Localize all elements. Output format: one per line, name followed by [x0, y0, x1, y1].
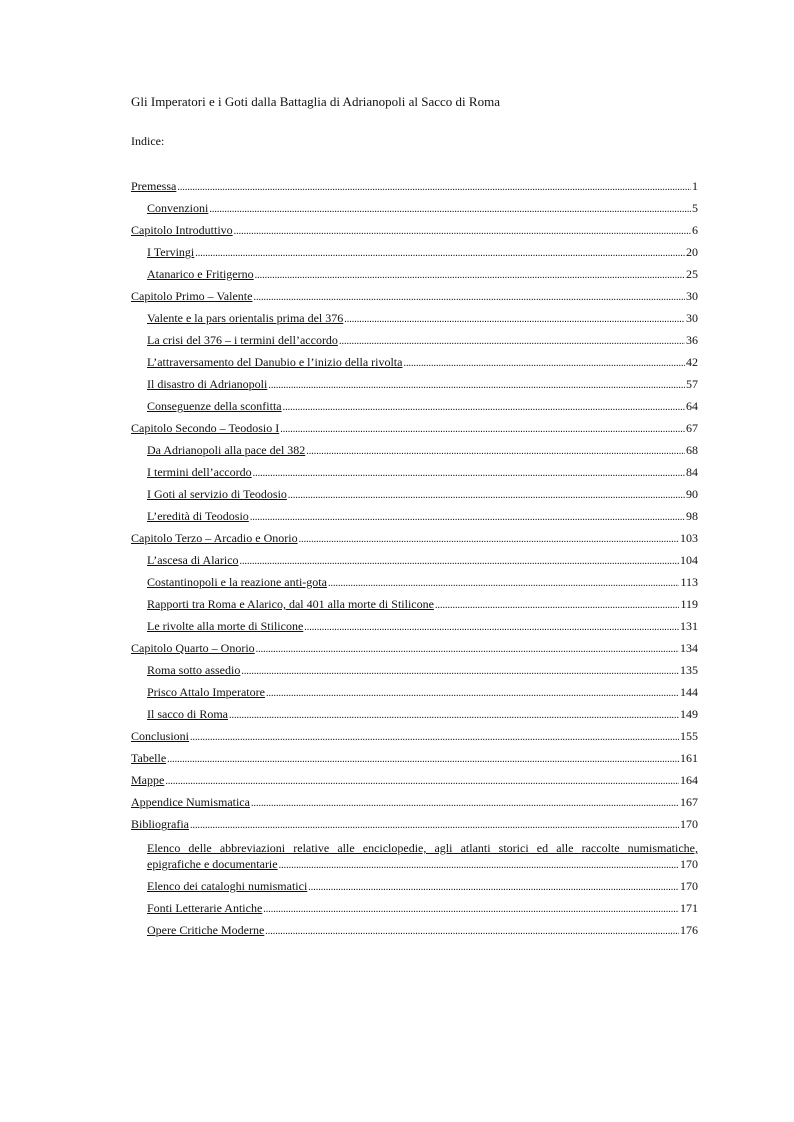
toc-dot-leader [306, 444, 685, 460]
toc-entry[interactable] [131, 178, 698, 200]
toc-page-number: 68 [686, 443, 698, 457]
toc-page-number: 30 [686, 289, 698, 303]
toc-entry[interactable] [131, 222, 698, 244]
toc-dot-leader [190, 730, 679, 746]
toc-page-number: 149 [680, 707, 698, 721]
toc-entry[interactable] [131, 486, 698, 508]
toc-dot-leader [167, 752, 679, 768]
toc-page-number: 170 [680, 817, 698, 831]
toc-entry[interactable] [131, 530, 698, 552]
toc-page-number: 155 [680, 729, 698, 743]
toc-entry-title[interactable]: Da Adrianopoli alla pace del 382 [147, 443, 306, 457]
toc-entry-title[interactable]: Capitolo Primo – Valente [131, 289, 253, 303]
table-of-contents [131, 178, 698, 944]
toc-entry[interactable] [131, 750, 698, 772]
toc-dot-leader [339, 334, 685, 350]
toc-page-number: 5 [692, 201, 698, 215]
toc-entry[interactable] [131, 288, 698, 310]
toc-entry-title[interactable]: Capitolo Introduttivo [131, 223, 233, 237]
toc-dot-leader [209, 202, 691, 218]
toc-page-number: 6 [692, 223, 698, 237]
toc-dot-leader [177, 180, 691, 196]
toc-entry[interactable] [131, 310, 698, 332]
toc-dot-leader [283, 400, 685, 416]
toc-entry-title[interactable]: Convenzioni [147, 201, 209, 215]
toc-entry[interactable] [131, 706, 698, 728]
toc-dot-leader [253, 466, 685, 482]
toc-page-number: 25 [686, 267, 698, 281]
toc-entry[interactable] [131, 662, 698, 684]
index-heading: Indice: [131, 134, 165, 148]
toc-dot-leader [328, 576, 679, 592]
toc-entry[interactable] [131, 728, 698, 750]
toc-entry-title[interactable]: Mappe [131, 773, 165, 787]
toc-entry[interactable] [131, 398, 698, 420]
toc-entry[interactable] [131, 552, 698, 574]
toc-page-number: 36 [686, 333, 698, 347]
toc-entry-title[interactable]: Capitolo Terzo – Arcadio e Onorio [131, 531, 298, 545]
toc-entry-title[interactable]: Roma sotto assedio [147, 663, 241, 677]
toc-entry[interactable] [131, 878, 698, 900]
toc-page-number: 134 [680, 641, 698, 655]
toc-entry-title[interactable]: Il disastro di Adrianopoli [147, 377, 268, 391]
toc-entry-title[interactable]: Capitolo Quarto – Onorio [131, 641, 255, 655]
toc-entry[interactable] [131, 376, 698, 398]
toc-dot-leader [266, 686, 679, 702]
toc-entry[interactable] [131, 420, 698, 442]
toc-entry[interactable] [131, 574, 698, 596]
toc-dot-leader [250, 510, 685, 526]
toc-entry-title[interactable]: I Tervingi [147, 245, 195, 259]
toc-entry-title[interactable]: Valente e la pars orientalis prima del 376 [147, 311, 344, 325]
toc-dot-leader [253, 290, 685, 306]
toc-dot-leader [279, 858, 679, 874]
toc-dot-leader [403, 356, 685, 372]
toc-dot-leader [304, 620, 679, 636]
toc-dot-leader [256, 642, 679, 658]
toc-entry-title[interactable]: Opere Critiche Moderne [147, 923, 265, 937]
toc-entry[interactable] [131, 640, 698, 662]
toc-page-number: 104 [680, 553, 698, 567]
toc-dot-leader [240, 554, 679, 570]
toc-page-number: 164 [680, 773, 698, 787]
toc-page-number: 171 [680, 901, 698, 915]
toc-dot-leader [268, 378, 685, 394]
toc-entry[interactable] [131, 922, 698, 944]
toc-entry-title[interactable]: Atanarico e Fritigerno [147, 267, 254, 281]
toc-entry-multiline-block [147, 840, 698, 874]
toc-page-number: 90 [686, 487, 698, 501]
toc-entry-title[interactable]: Conseguenze della sconfitta [147, 399, 282, 413]
toc-entry[interactable] [131, 772, 698, 794]
toc-page-number: 67 [686, 421, 698, 435]
toc-entry[interactable] [131, 596, 698, 618]
toc-entry[interactable] [131, 442, 698, 464]
toc-entry-line2-row [147, 856, 698, 874]
toc-page-number: 103 [680, 531, 698, 545]
toc-dot-leader [280, 422, 685, 438]
toc-entry-title[interactable]: Rapporti tra Roma e Alarico, dal 401 alla morte di Stilicone [147, 597, 434, 611]
toc-page-number: 161 [680, 751, 698, 765]
toc-entry-multiline[interactable] [131, 838, 698, 878]
toc-entry[interactable] [131, 266, 698, 288]
toc-dot-leader [195, 246, 685, 262]
toc-page-number: 131 [680, 619, 698, 633]
toc-entry-title[interactable]: Le rivolte alla morte di Stilicone [147, 619, 304, 633]
toc-dot-leader [263, 902, 679, 918]
toc-entry[interactable] [131, 794, 698, 816]
toc-entry[interactable] [131, 816, 698, 838]
toc-page-number: 30 [686, 311, 698, 325]
toc-page-number: 167 [680, 795, 698, 809]
toc-entry-title[interactable]: Il sacco di Roma [147, 707, 228, 721]
toc-entry[interactable] [131, 464, 698, 486]
toc-page-number: 57 [686, 377, 698, 391]
toc-entry[interactable] [131, 618, 698, 640]
toc-dot-leader [299, 532, 679, 548]
toc-page-number: 1 [692, 179, 698, 193]
toc-page-number: 64 [686, 399, 698, 413]
toc-dot-leader [229, 708, 679, 724]
toc-page-number: 170 [680, 857, 698, 871]
toc-entry[interactable] [131, 684, 698, 706]
toc-entry-title[interactable]: L’attraversamento del Danubio e l’inizio della rivolta [147, 355, 403, 369]
toc-entry-title[interactable]: Tabelle [131, 751, 167, 765]
toc-page-number: 20 [686, 245, 698, 259]
toc-page-number: 144 [680, 685, 698, 699]
toc-entry[interactable] [131, 244, 698, 266]
toc-entry-title[interactable]: Capitolo Secondo – Teodosio I [131, 421, 280, 435]
toc-entry[interactable] [131, 332, 698, 354]
toc-page-number: 98 [686, 509, 698, 523]
toc-entry-title[interactable]: La crisi del 376 – i termini dell’accordo [147, 333, 338, 347]
toc-page-number: 84 [686, 465, 698, 479]
toc-entry-title-line1[interactable]: Elenco delle abbreviazioni relative alle enciclopedie, agli atlanti storici ed alle raccolte numismatiche, [147, 841, 698, 855]
toc-entry-title[interactable]: Premessa [131, 179, 177, 193]
toc-dot-leader [241, 664, 679, 680]
toc-dot-leader [255, 268, 685, 284]
toc-entry-title[interactable]: Appendice Numismatica [131, 795, 250, 809]
toc-entry-title[interactable]: Bibliografia [131, 817, 189, 831]
toc-dot-leader [165, 774, 679, 790]
toc-dot-leader [234, 224, 691, 240]
toc-entry[interactable] [131, 508, 698, 530]
toc-entry[interactable] [131, 900, 698, 922]
toc-page-number: 176 [680, 923, 698, 937]
toc-entry-title[interactable]: I termini dell’accordo [147, 465, 252, 479]
toc-entry-title[interactable]: I Goti al servizio di Teodosio [147, 487, 287, 501]
toc-dot-leader [190, 818, 679, 834]
toc-dot-leader [251, 796, 679, 812]
toc-dot-leader [308, 880, 679, 896]
toc-entry-title[interactable]: Elenco dei cataloghi numismatici [147, 879, 308, 893]
toc-entry-title[interactable]: Fonti Letterarie Antiche [147, 901, 263, 915]
toc-dot-leader [344, 312, 685, 328]
toc-entry-title[interactable]: Costantinopoli e la reazione anti-gota [147, 575, 327, 589]
toc-entry-title[interactable]: L’eredità di Teodosio [147, 509, 249, 523]
toc-entry[interactable] [131, 354, 698, 376]
toc-page-number: 113 [680, 575, 698, 589]
toc-entry-title-line2[interactable]: epigrafiche e documentarie [147, 857, 278, 871]
toc-page-number: 42 [686, 355, 698, 369]
toc-entry[interactable] [131, 200, 698, 222]
toc-entry-title[interactable]: Prisco Attalo Imperatore [147, 685, 265, 699]
toc-dot-leader [435, 598, 680, 614]
toc-page-number: 119 [680, 597, 698, 611]
toc-dot-leader [265, 924, 679, 940]
document-title: Gli Imperatori e i Goti dalla Battaglia di Adrianopoli al Sacco di Roma [131, 94, 500, 109]
toc-page-number: 170 [680, 879, 698, 893]
toc-page-number: 135 [680, 663, 698, 677]
toc-dot-leader [288, 488, 685, 504]
toc-entry-title[interactable]: L’ascesa di Alarico [147, 553, 239, 567]
toc-entry-title[interactable]: Conclusioni [131, 729, 190, 743]
